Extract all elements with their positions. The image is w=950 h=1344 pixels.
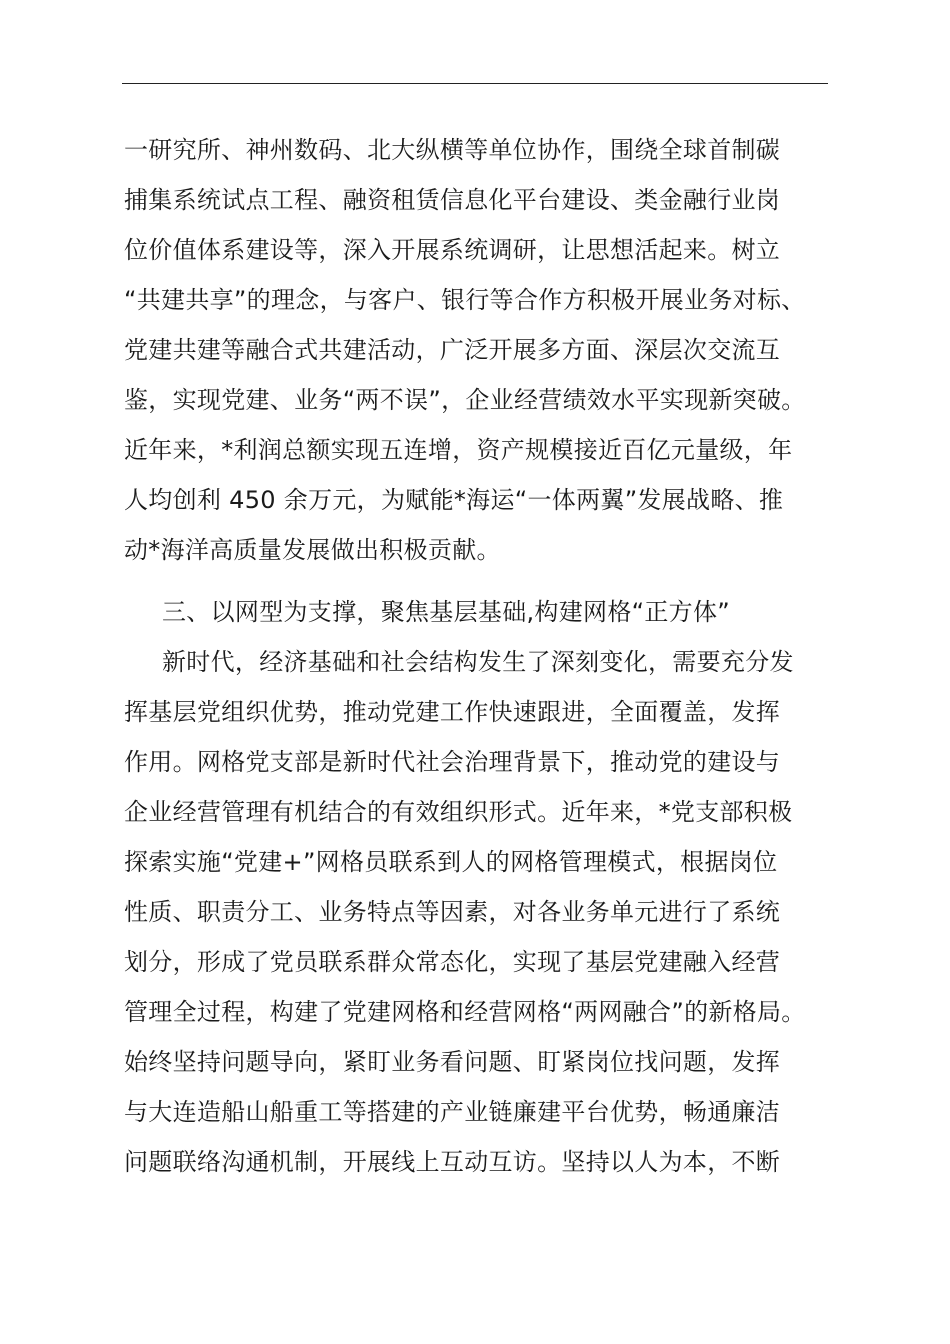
text-line: 近年来，*利润总额实现五连增，资产规模接近百亿元量级，年 xyxy=(124,436,793,464)
text-line: 始终坚持问题导向，紧盯业务看问题、盯紧岗位找问题，发挥 xyxy=(124,1048,781,1076)
text-line: 作用。网格党支部是新时代社会治理背景下，推动党的建设与 xyxy=(124,748,781,776)
text-line: 新时代，经济基础和社会结构发生了深刻变化，需要充分发 xyxy=(162,648,794,676)
text-line: 企业经营管理有机结合的有效组织形式。近年来，*党支部积极 xyxy=(124,798,793,826)
text-line: 位价值体系建设等，深入开展系统调研，让思想活起来。树立 xyxy=(124,236,781,264)
text-line: 划分，形成了党员联系群众常态化，实现了基层党建融入经营 xyxy=(124,948,781,976)
text-line: 鉴，实现党建、业务“两不误”，企业经营绩效水平实现新突破。 xyxy=(124,386,806,414)
text-line: 问题联络沟通机制，开展线上互动互访。坚持以人为本，不断 xyxy=(124,1148,781,1176)
paragraph-1 xyxy=(124,125,840,575)
text-line: 探索实施“党建+”网格员联系到人的网格管理模式，根据岗位 xyxy=(124,848,778,876)
text-line: “共建共享”的理念，与客户、银行等合作方积极开展业务对标、 xyxy=(124,286,806,314)
text-line: 党建共建等融合式共建活动，广泛开展多方面、深层次交流互 xyxy=(124,336,781,364)
text-line: 挥基层党组织优势，推动党建工作快速跟进，全面覆盖，发挥 xyxy=(124,698,781,726)
document-body xyxy=(124,125,840,1187)
text-line: 人均创利 450 余万元，为赋能*海运“一体两翼”发展战略、推 xyxy=(124,486,784,514)
text-line: 性质、职责分工、业务特点等因素，对各业务单元进行了系统 xyxy=(124,898,781,926)
text-line: 动*海洋高质量发展做出积极贡献。 xyxy=(124,536,501,564)
section-heading: 三、以网型为支撑，聚焦基层基础,构建网格“正方体” xyxy=(162,598,730,626)
paragraph-2 xyxy=(124,637,840,1187)
header-rule xyxy=(122,83,828,84)
text-line: 与大连造船山船重工等搭建的产业链廉建平台优势，畅通廉洁 xyxy=(124,1098,781,1126)
text-line: 一研究所、神州数码、北大纵横等单位协作，围绕全球首制碳 xyxy=(124,136,781,164)
text-line: 捕集系统试点工程、融资租赁信息化平台建设、类金融行业岗 xyxy=(124,186,781,214)
text-line: 管理全过程，构建了党建网格和经营网格“两网融合”的新格局。 xyxy=(124,998,806,1026)
